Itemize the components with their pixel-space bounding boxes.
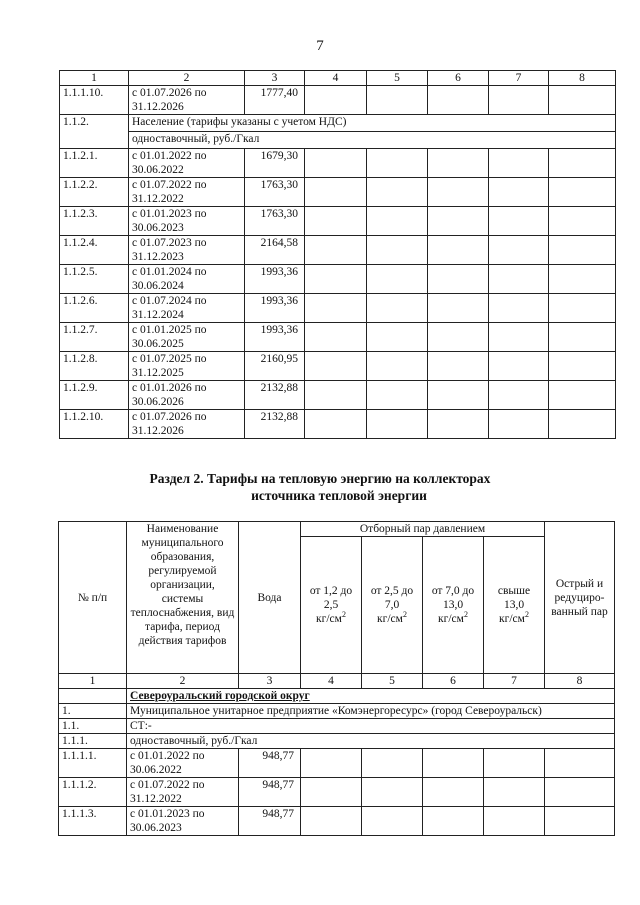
subgroup-row [60,132,616,149]
row-period: с 01.01.2023 по 30.06.2023 [127,807,239,836]
empty-cell [305,352,367,381]
table-row [60,86,616,115]
table-row [59,807,615,836]
empty-cell [305,381,367,410]
tariff-type-row [59,734,615,749]
table-row [59,778,615,807]
header-water: Вода [239,522,301,674]
empty-cell [305,236,367,265]
row-value: 1993,36 [245,265,305,294]
steam-pressure-header [423,537,484,674]
header-num: № п/п [59,522,127,674]
row-period: с 01.07.2026 по 31.12.2026 [129,86,245,115]
row-number: 1.1.1.3. [59,807,127,836]
empty-cell [549,352,616,381]
row-value: 1993,36 [245,294,305,323]
empty-cell [545,749,615,778]
column-number: 6 [423,674,484,689]
empty-cell [549,86,616,115]
row-value: 1777,40 [245,86,305,115]
column-number: 5 [362,674,423,689]
row-value: 2164,58 [245,236,305,265]
empty-cell [489,149,549,178]
empty-cell [305,323,367,352]
empty-cell [428,178,489,207]
table-row [60,265,616,294]
empty-cell [549,265,616,294]
empty-cell [428,265,489,294]
collector-tariff-table [58,521,615,836]
row-period: с 01.01.2022 по 30.06.2022 [129,149,245,178]
empty-cell [305,207,367,236]
empty-cell [428,381,489,410]
row-period: с 01.07.2023 по 31.12.2023 [129,236,245,265]
empty-cell [489,323,549,352]
system-name: СТ:- [127,719,615,734]
section-heading [0,470,640,504]
empty-cell [489,86,549,115]
system-row [59,719,615,734]
row-period: с 01.01.2026 по 30.06.2026 [129,381,245,410]
row-number: 1.1.1.2. [59,778,127,807]
empty-cell [484,749,545,778]
empty-cell [423,749,484,778]
empty-cell [305,265,367,294]
row-number: 1.1.2.1. [60,149,129,178]
pressure-unit: $кг/см^2$ [377,610,407,625]
empty-cell [549,178,616,207]
column-number: 3 [239,674,301,689]
section-heading-line1: Раздел 2. Тарифы на тепловую энергию на коллекторах [149,471,491,486]
table-row [60,294,616,323]
empty-cell [484,778,545,807]
empty-cell [367,294,428,323]
table-row [60,178,616,207]
table-row [59,749,615,778]
table-row [60,149,616,178]
table-row [60,381,616,410]
empty-cell [367,178,428,207]
column-number: 3 [245,71,305,86]
table-row [60,207,616,236]
row-number: 1.1.2.10. [60,410,129,439]
row-period: с 01.01.2023 по 30.06.2023 [129,207,245,236]
empty-cell [367,236,428,265]
row-number: 1.1.2.8. [60,352,129,381]
steam-pressure-header [301,537,362,674]
empty-cell [305,294,367,323]
empty-cell [489,178,549,207]
district-row [59,689,615,704]
empty-cell [549,236,616,265]
empty-cell [489,236,549,265]
empty-cell [549,149,616,178]
row-number: 1.1.2.4. [60,236,129,265]
empty-cell [489,410,549,439]
pressure-range: от 2,5 до 7,0 [370,585,414,611]
column-number: 8 [545,674,615,689]
empty-cell [549,410,616,439]
pressure-range: свыше 13,0 [497,585,531,611]
column-number-row [60,71,616,86]
empty-cell [549,381,616,410]
empty-cell [362,778,423,807]
empty-cell [301,778,362,807]
column-number: 5 [367,71,428,86]
pressure-unit: $кг/см^2$ [316,610,346,625]
subgroup-title: одноставочный, руб./Гкал [129,132,616,149]
steam-pressure-header [484,537,545,674]
system-num: 1.1. [59,719,127,734]
tariff-name: одноставочный, руб./Гкал [127,734,615,749]
row-number: 1.1.1.10. [60,86,129,115]
empty-cell [549,294,616,323]
org-name: Муниципальное унитарное предприятие «Комэнергоресурс» (город Североуральск) [127,704,615,719]
tariff-table-continued [59,70,616,439]
pressure-unit: $кг/см^2$ [438,610,468,625]
group-number: 1.1.2. [60,115,129,149]
table-row [60,410,616,439]
row-period: с 01.01.2025 по 30.06.2025 [129,323,245,352]
empty-cell [301,749,362,778]
column-number: 1 [60,71,129,86]
row-value: 948,77 [239,778,301,807]
header-sharp-steam: Острый и редуциро-ванный пар [545,522,615,674]
section-heading-line2: источника тепловой энергии [251,488,427,503]
empty-cell [428,294,489,323]
column-number: 7 [484,674,545,689]
pressure-range: от 7,0 до 13,0 [431,585,475,611]
empty-cell [305,178,367,207]
row-value: 2132,88 [245,381,305,410]
column-number: 4 [301,674,362,689]
empty-cell [545,778,615,807]
empty-cell [489,294,549,323]
empty-cell [301,807,362,836]
row-value: 1763,30 [245,178,305,207]
pressure-unit: $кг/см^2$ [499,610,529,625]
row-value: 948,77 [239,807,301,836]
column-number: 1 [59,674,127,689]
column-number: 2 [127,674,239,689]
empty-cell [305,149,367,178]
empty-cell [367,265,428,294]
empty-cell [367,207,428,236]
row-number: 1.1.2.2. [60,178,129,207]
row-period: с 01.07.2025 по 31.12.2025 [129,352,245,381]
row-period: с 01.01.2024 по 30.06.2024 [129,265,245,294]
empty-cell [545,807,615,836]
empty-cell [423,778,484,807]
empty-cell [423,807,484,836]
empty-cell [367,410,428,439]
group-title: Население (тарифы указаны с учетом НДС) [129,115,616,132]
empty-cell [305,86,367,115]
column-number: 4 [305,71,367,86]
column-number: 2 [129,71,245,86]
empty-cell [549,323,616,352]
empty-cell [428,207,489,236]
column-number: 6 [428,71,489,86]
empty-cell [428,323,489,352]
empty-cell [428,236,489,265]
column-number-row [59,674,615,689]
empty-cell [367,149,428,178]
tariff-num: 1.1.1. [59,734,127,749]
empty-cell [367,323,428,352]
org-num: 1. [59,704,127,719]
header-name: Наименование муниципального образования, регулируемой организации, системы теплоснабжения, вид тарифа, период действия тарифов [127,522,239,674]
district-name: Североуральский городской округ [127,689,615,704]
empty-cell [367,86,428,115]
empty-cell [484,807,545,836]
empty-cell [489,265,549,294]
table-header-row [59,522,615,537]
row-value: 1763,30 [245,207,305,236]
organization-row [59,704,615,719]
empty-cell [489,352,549,381]
empty-cell [362,807,423,836]
row-value: 948,77 [239,749,301,778]
column-number: 7 [489,71,549,86]
empty-cell [428,410,489,439]
table-row [60,352,616,381]
empty-cell [428,149,489,178]
header-steam-group: Отборный пар давлением [301,522,545,537]
row-number: 1.1.2.7. [60,323,129,352]
row-period: с 01.01.2022 по 30.06.2022 [127,749,239,778]
row-number: 1.1.1.1. [59,749,127,778]
row-number: 1.1.2.5. [60,265,129,294]
empty-cell [549,207,616,236]
row-period: с 01.07.2024 по 31.12.2024 [129,294,245,323]
row-period: с 01.07.2022 по 31.12.2022 [129,178,245,207]
row-value: 1993,36 [245,323,305,352]
row-period: с 01.07.2022 по 31.12.2022 [127,778,239,807]
empty-cell [305,410,367,439]
row-value: 2132,88 [245,410,305,439]
empty-cell [367,381,428,410]
column-number: 8 [549,71,616,86]
row-number: 1.1.2.3. [60,207,129,236]
empty-cell [367,352,428,381]
row-value: 1679,30 [245,149,305,178]
empty-cell [489,381,549,410]
empty-cell [428,86,489,115]
row-number: 1.1.2.6. [60,294,129,323]
row-value: 2160,95 [245,352,305,381]
empty-cell [489,207,549,236]
page-number: 7 [316,38,324,54]
table-row [60,236,616,265]
row-period: с 01.07.2026 по 31.12.2026 [129,410,245,439]
row-number: 1.1.2.9. [60,381,129,410]
group-row [60,115,616,132]
empty-cell [428,352,489,381]
empty-cell [362,749,423,778]
pressure-range: от 1,2 до 2,5 [309,585,353,611]
table-row [60,323,616,352]
steam-pressure-header [362,537,423,674]
